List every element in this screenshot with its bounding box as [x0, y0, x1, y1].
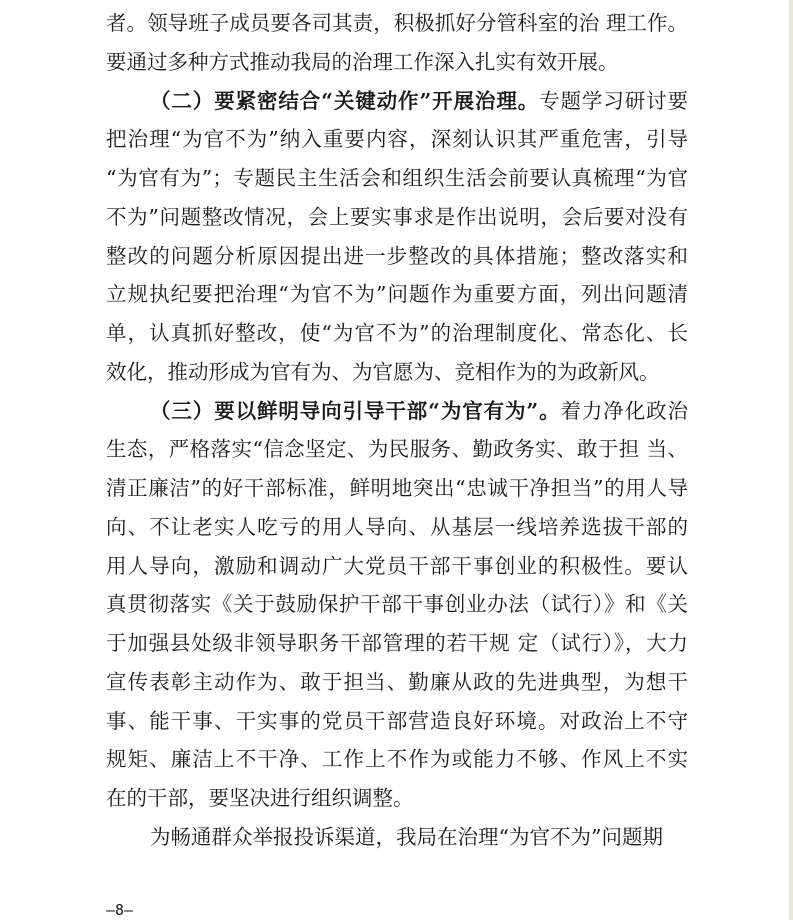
body-line: 生态，严格落实“信念坚定、为民服务、勤政务实、敢于担 当、 — [106, 437, 688, 462]
body-line: 规矩、廉洁上不干净、工作上不作为或能力不够、作风上不实 — [106, 747, 688, 772]
body-line: 于加强县处级非领导职务干部管理的若干规 定（试行）》，大力 — [106, 631, 688, 655]
section-3-heading: （三）要以鲜明导向引导干部“为官有为”。 — [150, 398, 561, 423]
body-line: 把治理“为官不为”纳入重要内容，深刻认识其严重危害，引导 — [106, 127, 688, 152]
body-line: 整改的问题分析原因提出进一步整改的具体措施；整改落实和 — [106, 243, 688, 268]
body-line: 真贯彻落实《关于鼓励保护干部干事创业办法（试行）》和《关 — [106, 592, 688, 617]
body-line: 在的干部，要坚决进行组织调整。 — [106, 786, 414, 810]
body-line: 清正廉洁”的好干部标准，鲜明地突出“忠诚干净担当”的用人导 — [106, 476, 688, 500]
next-paragraph-line: 为畅通群众举报投诉渠道，我局在治理“为官不为”问题期 — [150, 824, 663, 849]
body-line: 单，认真抓好整改，使“为官不为”的治理制度化、常态化、长 — [106, 321, 688, 345]
body-line: 不为”问题整改情况，会上要实事求是作出说明，会后要对没有 — [106, 204, 688, 229]
page-edge — [789, 0, 793, 920]
section-3-first-line-rest: 着力净化政治 — [560, 398, 688, 423]
body-line: 用人导向，激励和调动广大党员干部干事创业的积极性。要认 — [106, 553, 688, 578]
body-line: 向、不让老实人吃亏的用人导向、从基层一线培养选拔干部的 — [106, 514, 688, 539]
document-body — [106, 4, 688, 857]
body-line: 者。领导班子成员要各司其责，积极抓好分管科室的治 理工作。 — [106, 11, 688, 35]
body-line: 立规执纪要把治理“为官不为”问题作为重要方面，列出问题清 — [106, 282, 688, 307]
section-3-first-line — [106, 392, 688, 431]
body-line: 要通过多种方式推动我局的治理工作深入扎实有效开展。 — [106, 49, 619, 74]
body-line: 宣传表彰主动作为、敢于担当、勤廉从政的先进典型，为想干 — [106, 669, 688, 694]
section-2-first-line — [106, 82, 688, 121]
body-line: 效化，推动形成为官有为、为官愿为、竞相作为的为政新风。 — [106, 359, 660, 384]
page-number: –8– — [106, 901, 134, 919]
section-2-first-line-rest: 专题学习研讨要 — [539, 88, 688, 113]
body-line: 事、能干事、干实事的党员干部营造良好环境。对政治上不守 — [106, 708, 688, 733]
body-line: “为官有为”；专题民主生活会和组织生活会前要认真梳理“为官 — [106, 166, 688, 190]
section-2-heading: （二）要紧密结合“关键动作”开展治理。 — [150, 88, 540, 113]
